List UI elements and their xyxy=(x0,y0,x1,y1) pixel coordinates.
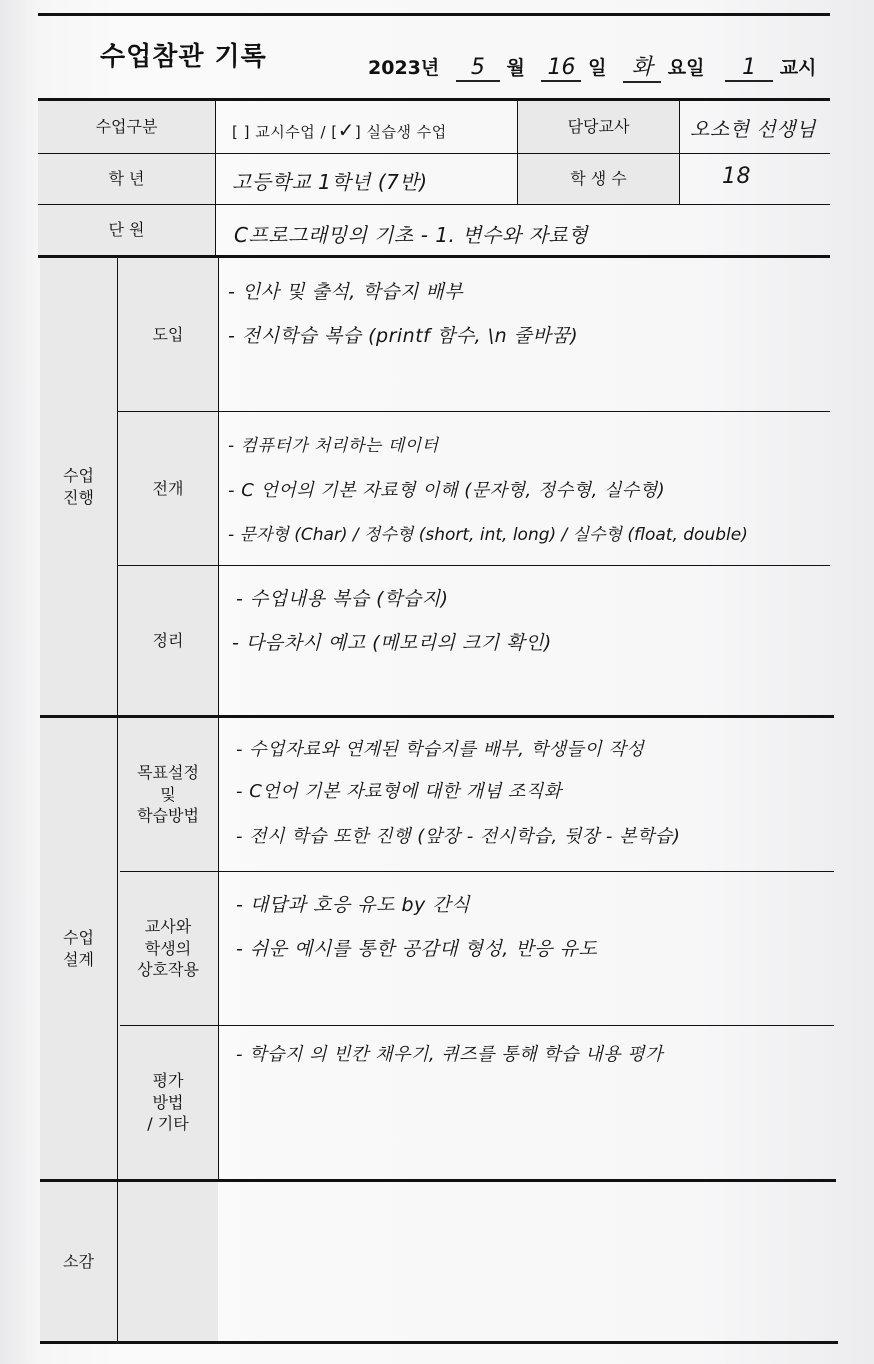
weekday-label: 요일 xyxy=(667,57,705,79)
bottom-rule xyxy=(40,1341,838,1344)
class-type-value xyxy=(232,118,447,142)
design-group-label: 수업 설계 xyxy=(63,927,94,969)
top-rule xyxy=(38,13,830,16)
checkmark-icon: ✓ xyxy=(337,118,355,142)
day-label: 일 xyxy=(588,57,607,79)
weekday-value: 화 xyxy=(623,50,661,83)
period-value: 1 xyxy=(725,55,773,82)
row-rule xyxy=(118,411,830,412)
students-value: 18 xyxy=(722,164,751,189)
goal-line: - C언어 기본 자료형에 대한 개념 조직화 xyxy=(236,781,562,802)
summary-line: - 수업내용 복습 (학습지) xyxy=(236,588,449,610)
class-type-suffix: ] 실습생 수업 xyxy=(354,123,447,141)
unit-label: 단 원 xyxy=(108,220,145,240)
intro-label: 도입 xyxy=(152,324,184,344)
month-label: 월 xyxy=(506,57,525,79)
review-content-area xyxy=(120,1182,836,1341)
goal-line: - 전시 학습 또한 진행 (앞장 - 전시학습, 뒷장 - 본학습) xyxy=(236,826,681,847)
grade-value: 고등학교 1학년 (7반) xyxy=(232,170,428,194)
goal-label: 목표설정 및 학습방법 xyxy=(137,763,199,826)
progress-group-label: 수업 진행 xyxy=(63,465,94,507)
summary-line: - 다음차시 예고 (메모리의 크기 확인) xyxy=(232,632,552,654)
develop-line: - C 언어의 기본 자료형 이해 (문자형, 정수형, 실수형) xyxy=(228,480,666,501)
row-rule xyxy=(120,871,834,872)
col-rule xyxy=(215,100,216,256)
eval-label: 평가 방법 / 기타 xyxy=(147,1071,189,1134)
col-rule xyxy=(679,100,680,204)
row-rule xyxy=(118,565,830,566)
goal-line: - 수업자료와 연계된 학습지를 배부, 학생들이 작성 xyxy=(236,739,645,760)
teacher-value: 오소현 선생님 xyxy=(690,117,816,141)
develop-line: - 문자형 (Char) / 정수형 (short, int, long) / 실수형 (float, double) xyxy=(228,525,748,545)
date-line xyxy=(368,50,816,83)
period-label: 교시 xyxy=(779,57,817,79)
summary-label: 정리 xyxy=(152,630,184,650)
col-rule xyxy=(218,257,219,1181)
review-label: 소감 xyxy=(63,1251,94,1271)
class-type-label: 수업구분 xyxy=(95,117,158,137)
year-text: 2023년 xyxy=(368,57,440,79)
interaction-label: 교사와 학생의 상호작용 xyxy=(137,917,199,980)
develop-label: 전개 xyxy=(152,478,184,498)
month-value: 5 xyxy=(456,55,500,82)
intro-line: - 인사 및 출석, 학습지 배부 xyxy=(228,281,464,303)
page-title: 수업참관 기록 xyxy=(100,42,267,72)
teacher-label: 담당교사 xyxy=(567,117,630,137)
interaction-line: - 대답과 호응 유도 by 간식 xyxy=(236,894,471,916)
day-value: 16 xyxy=(541,55,581,82)
develop-line: - 컴퓨터가 처리하는 데이터 xyxy=(228,436,439,456)
eval-line: - 학습지 의 빈칸 채우기, 퀴즈를 통해 학습 내용 평가 xyxy=(236,1044,663,1065)
interaction-line: - 쉬운 예시를 통한 공감대 형성, 반응 유도 xyxy=(236,938,598,960)
class-type-prefix: [ ] 교시수업 / [ xyxy=(232,123,338,141)
grade-label: 학 년 xyxy=(108,169,145,189)
students-label: 학 생 수 xyxy=(570,169,627,189)
row-rule xyxy=(120,1025,834,1026)
unit-value: C프로그래밍의 기초 - 1. 변수와 자료형 xyxy=(234,223,589,247)
intro-line: - 전시학습 복습 (printf 함수, \n 줄바꿈) xyxy=(228,325,579,347)
